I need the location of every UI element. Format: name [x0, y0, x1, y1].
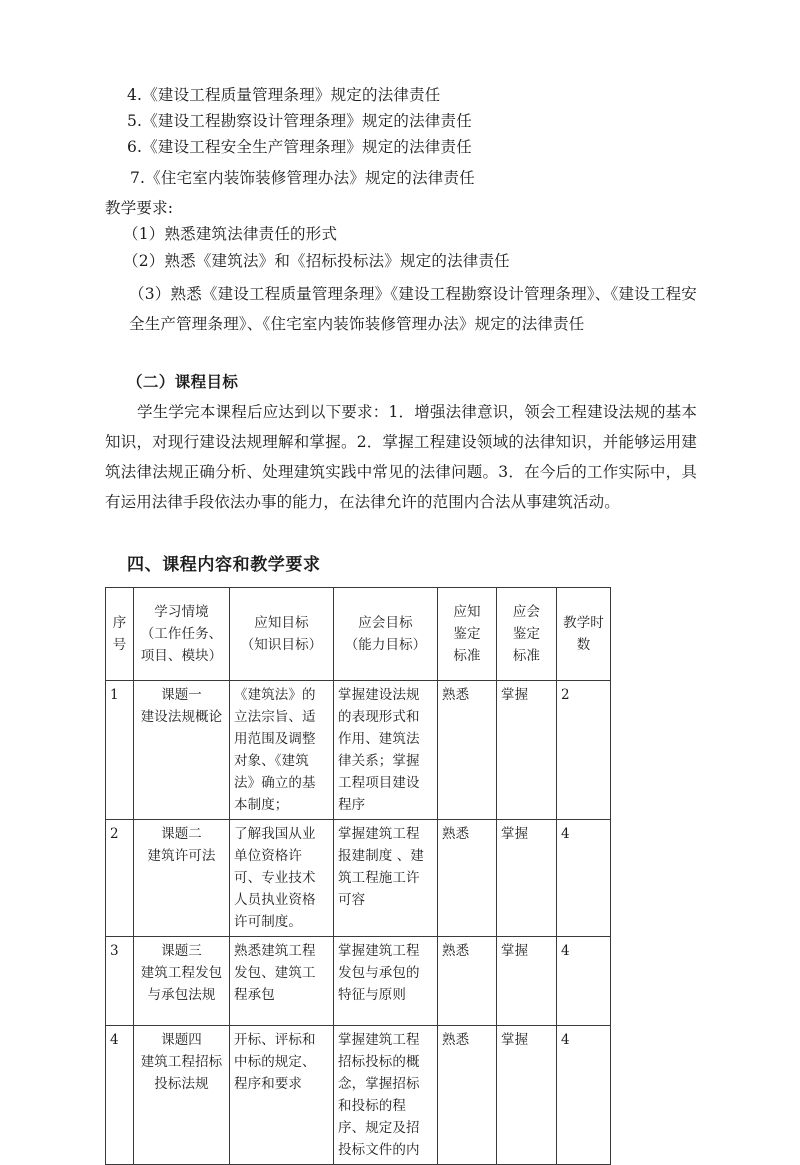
header-line: （工作任务、 — [140, 626, 223, 642]
column-header-ability-standard — [497, 588, 557, 681]
column-header-knowledge-goal — [230, 588, 334, 681]
header-line: 标准 — [453, 648, 481, 664]
cell-teaching-hours: 4 — [557, 820, 611, 937]
header-line: 学习情境 — [154, 604, 209, 620]
teaching-requirement-item-1: （1）熟悉建筑法律责任的形式 — [123, 225, 338, 243]
cell-ability-goal: 掌握建筑工程招标投标的概念，掌握招标和投标的程序、规定及招投标文件的内 — [334, 1026, 438, 1165]
course-objective-paragraph: 学生学完本课程后应达到以下要求：1．增强法律意识，领会工程建设法规的基本知识，对现行建设法规理解和掌握。2．掌握工程建设领域的法律知识，并能够运用建筑法律法规正确分析、处理建筑实践中常见的法律问题。3．在今后的工作实际中，具有运用法律手段依法办事的能力，在法律允许的范围内合法从事建筑活动。 — [105, 403, 697, 511]
cell-learning-scene: 课题四 建筑工程招标投标法规 — [134, 1026, 230, 1165]
teaching-requirement-item-3: （3）熟悉《建设工程质量管理条理》《建设工程勘察设计管理条理》、《建设工程安全生产管理条理》、《住宅室内装饰装修管理办法》规定的法律责任 — [129, 285, 697, 333]
column-header-teaching-hours — [557, 588, 611, 681]
regulation-list — [105, 82, 697, 191]
header-line: 应会 — [512, 604, 541, 620]
header-line: 教学时数 — [563, 615, 604, 653]
header-line: 序 — [112, 615, 127, 631]
cell-knowledge-goal: 了解我国从业单位资格许可、专业技术人员执业资格许可制度。 — [230, 820, 334, 937]
cell-learning-scene: 课题三 建筑工程发包与承包法规 — [134, 937, 230, 1026]
header-line: （知识目标） — [240, 637, 323, 653]
header-line: 项目、模块） — [140, 648, 223, 664]
cell-no: 2 — [106, 820, 134, 937]
cell-learning-scene: 课题二 建筑许可法 — [134, 820, 230, 937]
cell-knowledge-standard: 熟悉 — [438, 820, 497, 937]
course-objective-heading: （二）课程目标 — [127, 373, 239, 391]
document-content — [105, 82, 697, 1165]
cell-knowledge-goal: 《建筑法》的立法宗旨、适用范围及调整对象、《建筑法》确立的基本制度； — [230, 681, 334, 820]
teaching-requirement-label: 教学要求: — [105, 199, 174, 217]
list-item: 6.《建设工程安全生产管理条理》规定的法律责任 — [127, 138, 472, 156]
header-line: 应会目标 — [358, 615, 413, 631]
header-line: 应知 — [453, 604, 481, 620]
course-content-heading: 四、课程内容和教学要求 — [127, 555, 321, 575]
cell-ability-goal: 掌握建筑工程报建制度 、建筑工程施工许可容 — [334, 820, 438, 937]
cell-ability-standard: 掌握 — [497, 937, 557, 1026]
cell-ability-standard: 掌握 — [497, 820, 557, 937]
teaching-requirement-item-2: （2）熟悉《建筑法》和《招标投标法》规定的法律责任 — [123, 252, 510, 270]
cell-ability-standard: 掌握 — [497, 681, 557, 820]
cell-ability-goal: 掌握建筑工程发包与承包的特征与原则 — [334, 937, 438, 1026]
table-header — [106, 588, 611, 681]
list-item: 4.《建设工程质量管理条理》规定的法律责任 — [127, 86, 441, 104]
header-line: （能力目标） — [344, 637, 427, 653]
table-row — [106, 681, 611, 820]
cell-teaching-hours: 4 — [557, 937, 611, 1026]
cell-ability-goal: 掌握建设法规的表现形式和作用、建筑法律关系；掌握工程项目建设程序 — [334, 681, 438, 820]
course-content-table — [105, 587, 611, 1165]
table-body — [106, 681, 611, 1165]
cell-no: 1 — [106, 681, 134, 820]
column-header-no — [106, 588, 134, 681]
list-item: 7.《住宅室内装饰装修管理办法》规定的法律责任 — [130, 169, 475, 187]
header-line: 应知目标 — [254, 615, 309, 631]
cell-knowledge-goal: 熟悉建筑工程发包、建筑工程承包 — [230, 937, 334, 1026]
cell-knowledge-standard: 熟悉 — [438, 1026, 497, 1165]
header-line: 标准 — [512, 648, 541, 664]
cell-knowledge-standard: 熟悉 — [438, 937, 497, 1026]
cell-knowledge-standard: 熟悉 — [438, 681, 497, 820]
cell-learning-scene: 课题一 建设法规概论 — [134, 681, 230, 820]
cell-knowledge-goal: 开标、评标和中标的规定、程序和要求 — [230, 1026, 334, 1165]
table-row — [106, 1026, 611, 1165]
column-header-learning-scene — [134, 588, 230, 681]
header-line: 号 — [112, 637, 127, 653]
header-line: 鉴定 — [512, 626, 541, 642]
column-header-knowledge-standard — [438, 588, 497, 681]
table-row — [106, 820, 611, 937]
list-item: 5.《建设工程勘察设计管理条理》规定的法律责任 — [127, 112, 472, 130]
cell-ability-standard: 掌握 — [497, 1026, 557, 1165]
table-header-row — [106, 588, 611, 681]
cell-teaching-hours: 2 — [557, 681, 611, 820]
table-row — [106, 937, 611, 1026]
cell-teaching-hours: 4 — [557, 1026, 611, 1165]
cell-no: 3 — [106, 937, 134, 1026]
cell-no: 4 — [106, 1026, 134, 1165]
header-line: 鉴定 — [453, 626, 481, 642]
column-header-ability-goal — [334, 588, 438, 681]
